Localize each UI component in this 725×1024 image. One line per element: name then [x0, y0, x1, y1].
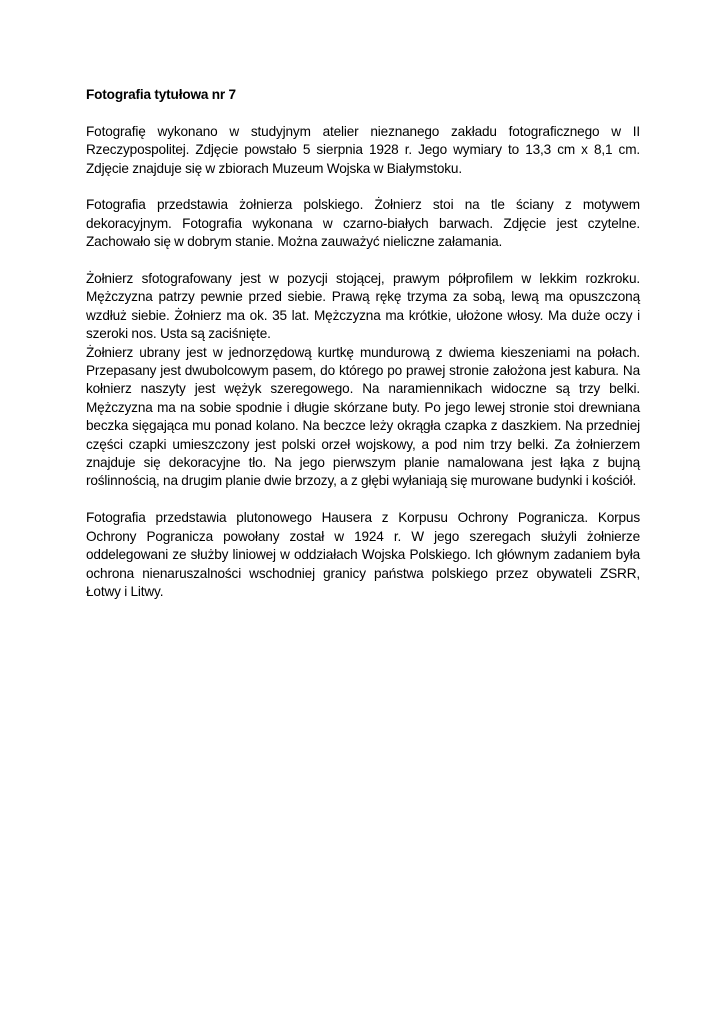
paragraph-historical-context: Fotografia przedstawia plutonowego Hausera z Korpusu Ochrony Pogranicza. Korpus Ochrony Pogranicza powołany został w 1924 r. W jego szeregach służyli żołnierze oddelegowani ze służby liniowej w oddziałach Wojska Polskiego. Ich głównym zadaniem była ochrona nienaruszalności wschodniej granicy państwa polskiego przez obywateli ZSRR, Łotwy i Litwy. [86, 510, 640, 599]
paragraph-soldier-uniform: Żołnierz ubrany jest w jednorzędową kurtkę mundurową z dwiema kieszeniami na połach. Przepasany jest dwubolcowym pasem, do którego po prawej stronie założona jest kabura. Na kołnierz naszyty jest wężyk szeregowego. Na naramiennikach widoczne są trzy belki. Mężczyzna ma na sobie spodnie i długie skórzane buty. Po jego lewej stronie stoi drewniana beczka sięgająca mu ponad kolano. Na beczce leży okrągła czapka z daszkiem. Na przedniej części czapki umieszczony jest polski orzeł wojskowy, a pod nim trzy belki. Za żołnierzem znajduje się dekoracyjne tło. Na jego pierwszym planie namalowana jest łąka z bujną roślinnością, na drugim planie dwie brzozy, a z głębi wyłaniają się murowane budynki i kościół. [86, 344, 640, 489]
paragraph-photo-origin: Fotografię wykonano w studyjnym atelier nieznanego zakładu fotograficznego w II Rzeczypospolitej. Zdjęcie powstało 5 sierpnia 1928 r. Jego wymiary to 13,3 cm x 8,1 cm. Zdjęcie znajduje się w zbiorach Muzeum Wojska w Białymstoku. [86, 123, 640, 176]
paragraph-spacer [86, 178, 640, 196]
paragraph-photo-description: Fotografia przedstawia żołnierza polskiego. Żołnierz stoi na tle ściany z motywem dekoracyjnym. Fotografia wykonana w czarno-białych barwach. Zdjęcie jest czytelne. Zachowało się w dobrym stanie. Można zauważyć nieliczne załamania. [86, 197, 640, 250]
paragraph-spacer [86, 491, 640, 509]
document-page [86, 86, 640, 601]
paragraph-soldier-pose: Żołnierz sfotografowany jest w pozycji stojącej, prawym półprofilem w lekkim rozkroku. Mężczyzna patrzy pewnie przed siebie. Prawą rękę trzyma za sobą, lewą ma opuszczoną wzdłuż siebie. Żołnierz ma ok. 35 lat. Mężczyzna ma krótkie, ułożone włosy. Ma duże oczy i szeroki nos. Usta są zaciśnięte. [86, 271, 640, 342]
document-title: Fotografia tytułowa nr 7 [86, 87, 236, 102]
paragraph-spacer [86, 252, 640, 270]
